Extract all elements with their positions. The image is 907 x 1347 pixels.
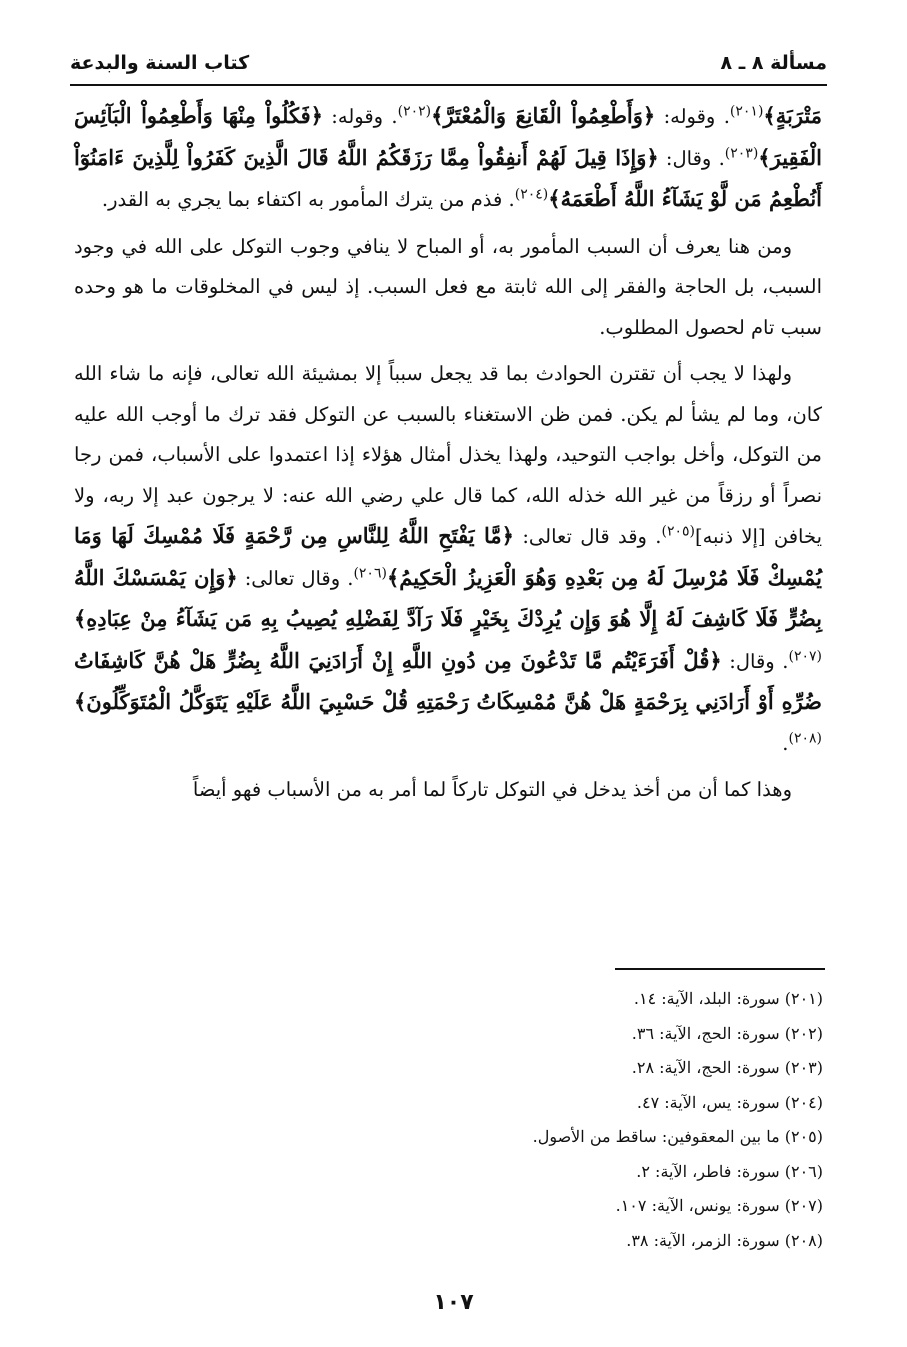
footnotes: [83, 982, 823, 1258]
text-segment: . وقال:: [721, 649, 789, 673]
paragraph-2: ومن هنا يعرف أن السبب المأمور به، أو المباح لا ينافي وجوب التوكل على الله في وجود السبب، بل الحاجة والفقر إلى الله ثابتة مع فعل السبب. إذ ليس في المخلوقات ما هو وحده سبب تام لحصول المطلوب.: [74, 234, 822, 339]
text-segment: . وقال تعالى:: [237, 566, 354, 590]
footnote-ref: (٢٠٦): [353, 565, 387, 581]
footnote-201: (٢٠١) سورة: البلد، الآية: ١٤.: [633, 989, 823, 1008]
quran-verse: ﴿وَأَطْعِمُواْ الْقَانِعَ وَالْمُعْتَرَّ﴾: [431, 103, 656, 128]
footnote-207: (٢٠٧) سورة: يونس، الآية: ١٠٧.: [615, 1196, 823, 1215]
footnote-ref: (٢٠٥): [661, 523, 695, 540]
footnote-ref: (٢٠٨): [788, 730, 822, 746]
footnote-203: (٢٠٣) سورة: الحج، الآية: ٢٨.: [631, 1058, 823, 1077]
footnote-ref: (٢٠٣): [724, 145, 759, 161]
footnote-202: (٢٠٢) سورة: الحج، الآية: ٣٦.: [631, 1023, 823, 1043]
quran-verse: ﴿وَإِذَا قِيلَ لَهُمْ أَنفِقُواْ مِمَّا رَزَقَكُمُ اللَّهُ قَالَ الَّذِينَ كَفَرُواْ لِلَّذِينَ ءَامَنُوٓاْ أَنُطْعِمُ مَن لَّوْ يَشَآءُ اللَّهُ أَطْعَمَهُ﴾: [74, 144, 822, 211]
header-book-title: كتاب السنة والبدعة: [70, 52, 250, 74]
footnote-204: (٢٠٤) سورة: يس، الآية: ٤٧.: [636, 1092, 823, 1112]
quran-verse: ﴿قُلْ أَفَرَءَيْتُم مَّا تَدْعُونَ مِن دُونِ اللَّهِ إِنْ أَرَادَنِيَ اللَّهُ بِضُرٍّ هَلْ هُنَّ كَاشِفَاتُ ضُرِّهِ أَوْ أَرَادَنِي بِرَحْمَةٍ هَلْ هُنَّ مُمْسِكَاتُ رَحْمَتِهِ قُلْ حَسْبِيَ اللَّهُ عَلَيْهِ يَتَوَكَّلُ الْمُتَوَكِّلُونَ﴾: [74, 647, 822, 714]
text-segment: . وقال:: [658, 146, 725, 170]
footnote-rule: [615, 968, 825, 970]
text-segment: . فذم من يترك المأمور به اكتفاء بما يجري به القدر.: [101, 188, 515, 211]
text-segment: .: [782, 731, 789, 755]
paragraph-3: [74, 354, 822, 764]
quran-verse: ﴿مَّا يَفْتَحِ اللَّهُ لِلنَّاسِ مِن رَّحْمَةٍ فَلَا مُمْسِكَ لَهَا وَمَا يُمْسِكْ فَلَا مُرْسِلَ لَهُ مِن بَعْدِهِ وَهُوَ الْعَزِيزُ الْحَكِيمُ﴾: [74, 523, 823, 590]
paragraph-4: وهذا كما أن من أخذ يدخل في التوكل تاركاً لما أمر به من الأسباب فهو أيضاً: [192, 778, 792, 801]
main-text: [74, 96, 822, 811]
text-segment: . وقوله:: [655, 105, 730, 128]
footnote-205: (٢٠٥) ما بين المعقوفين: ساقط من الأصول.: [532, 1127, 823, 1146]
text-segment: ولهذا لا يجب أن تقترن الحوادث بما قد يجعل سبباً إلا بمشيئة الله تعالى، فإنه ما شاء الله كان، وما لم يشأ لم يكن. فمن ظن الاستغناء بالسبب عن التوكل فقد ترك ما أوجب الله عليه من التوكل، وأخل بواجب التوحيد، ولهذا يخذل أمثال هؤلاء إذا اعتمدوا على الأسباب، فمن رجا نصراً أو رزقاً من غير الله خذله الله، كما قال علي رضي الله عنه: لا يرجون عبد إلا ربه، ولا يخافن [إلا ذنبه]: [74, 362, 823, 548]
header-section-title: مسألة ٨ ـ ٨: [720, 52, 827, 74]
header-rule: [70, 84, 827, 86]
quran-verse: ﴿وَإِن يَمْسَسْكَ اللَّهُ بِضُرٍّ فَلَا كَاشِفَ لَهُ إِلَّا هُوَ وَإِن يُرِدْكَ بِخَيْرٍ فَلَا رَآدَّ لِفَضْلِهِ يُصِيبُ بِهِ مَن يَشَآءُ مِنْ عِبَادِهِ﴾: [74, 564, 822, 631]
footnote-ref: (٢٠٧): [788, 648, 822, 664]
running-header: [70, 40, 827, 74]
text-segment: . وقد قال تعالى:: [513, 525, 662, 548]
paragraph-1: [74, 96, 822, 221]
page-number: ١٠٧: [433, 1290, 474, 1315]
footnote-ref: (٢٠١): [729, 103, 764, 120]
footnote-208: (٢٠٨) سورة: الزمر، الآية: ٣٨.: [626, 1230, 823, 1250]
text-segment: . وقوله:: [322, 105, 398, 128]
footnote-ref: (٢٠٤): [514, 186, 549, 203]
footnote-206: (٢٠٦) سورة: فاطر، الآية: ٢.: [636, 1161, 823, 1181]
quran-verse: ﴿فَكُلُواْ مِنْهَا وَأَطْعِمُواْ الْبَآئِسَ الْفَقِيرَ﴾: [74, 103, 823, 170]
quran-verse-end: مَتْرَبَةٍ﴾: [763, 103, 823, 128]
footnote-ref: (٢٠٢): [397, 103, 432, 120]
